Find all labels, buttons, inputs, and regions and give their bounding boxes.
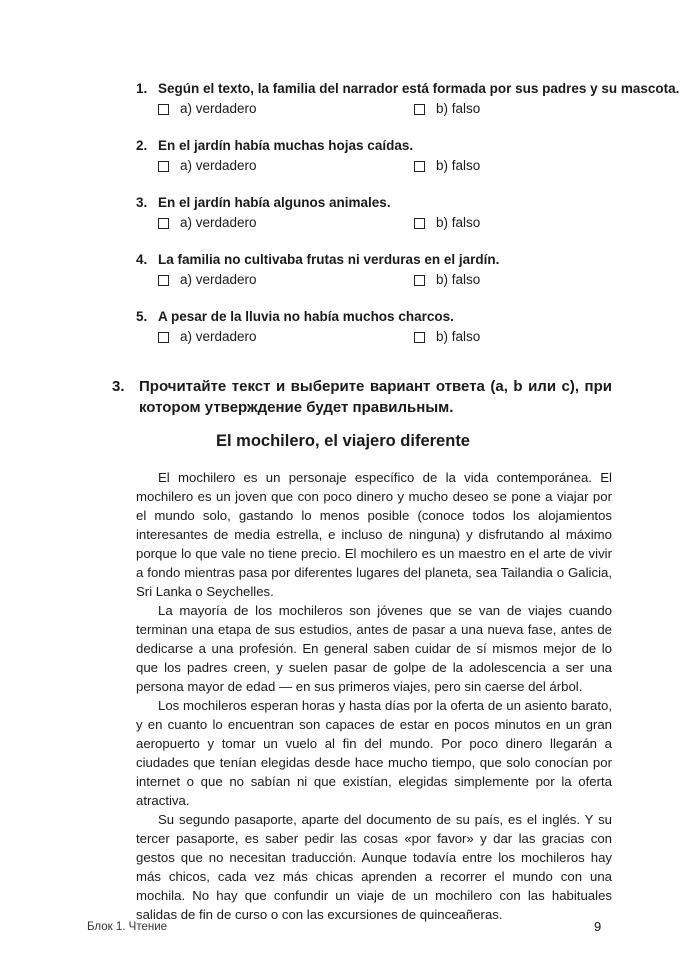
option-label: b) falso bbox=[436, 101, 481, 116]
option-label: a) verdadero bbox=[180, 272, 257, 287]
question-1 bbox=[136, 80, 680, 118]
option-label: a) verdadero bbox=[180, 329, 257, 344]
question-3 bbox=[136, 194, 616, 232]
task-text: Прочитайте текст и выберите вариант ответа (a, b или c), при котором утверждение будет правильным. bbox=[139, 378, 612, 416]
option-true[interactable] bbox=[158, 100, 257, 118]
question-number: 3. bbox=[136, 195, 148, 210]
question-text: Según el texto, la familia del narrador está formada por sus padres y su mascota. bbox=[158, 81, 680, 96]
question-number: 4. bbox=[136, 252, 148, 267]
question-2 bbox=[136, 137, 616, 175]
article-title: El mochilero, el viajero diferente bbox=[215, 432, 470, 450]
article-paragraph: Su segundo pasaporte, aparte del documento de su país, es el inglés. Y su tercer pasaporte, es saber pedir las cosas «por favor» y dar las gracias con gestos que no necesitan traducción. Aunque todavía entre los mochileros hay más chicos, cada vez más chicas aprenden a recorrer el mundo con una mochila. No hay que confundir un viaje de un mochilero con las habituales salidas de fin de curso o con las excursiones de quinceañeras. bbox=[136, 812, 612, 922]
checkbox-icon[interactable] bbox=[414, 332, 425, 343]
question-text: En el jardín había algunos animales. bbox=[158, 195, 391, 210]
article-paragraph: Los mochileros esperan horas y hasta días por la oferta de un asiento barato, y en cuanto lo encuentran son capaces de estar en pocos minutos en un gran aeropuerto y tomar un vuelo al fin del mundo. Por poco dinero llegarán a ciudades que tenían elegidas desde hace mucho tiempo, que solo conocían por internet o que no sabían ni que existían, elegidas simplemente por la oferta atractiva. bbox=[136, 698, 612, 808]
question-number: 5. bbox=[136, 309, 148, 324]
option-false[interactable] bbox=[414, 328, 480, 346]
question-text: La familia no cultivaba frutas ni verduras en el jardín. bbox=[158, 252, 500, 267]
option-label: a) verdadero bbox=[180, 215, 257, 230]
footer-section: Блок 1. Чтение bbox=[87, 921, 168, 933]
checkbox-icon[interactable] bbox=[158, 332, 169, 343]
question-4 bbox=[136, 251, 616, 289]
question-text: En el jardín había muchas hojas caídas. bbox=[158, 138, 414, 153]
checkbox-icon[interactable] bbox=[158, 161, 169, 172]
option-label: a) verdadero bbox=[180, 158, 257, 173]
option-label: a) verdadero bbox=[180, 101, 257, 116]
task-number: 3. bbox=[112, 378, 125, 395]
checkbox-icon[interactable] bbox=[158, 275, 169, 286]
option-label: b) falso bbox=[436, 215, 481, 230]
checkbox-icon[interactable] bbox=[158, 104, 169, 115]
question-text: A pesar de la lluvia no había muchos charcos. bbox=[158, 309, 454, 324]
question-number: 2. bbox=[136, 138, 148, 153]
article-paragraph: El mochilero es un personaje específico de la vida contemporánea. El mochilero es un joven que con poco dinero y mucho deseo se pone a viajar por el mundo solo, gastando lo menos posible (conoce todos los alojamientos interesantes de media estrella, e incluso de ninguna) y disfrutando al máximo porque lo que vale no tiene precio. El mochilero es un maestro en el arte de vivir a fondo mientras pasa por diferentes lugares del planeta, sea Tailandia o Galicia, Sri Lanka o Seychelles. bbox=[136, 470, 612, 599]
checkbox-icon[interactable] bbox=[414, 104, 425, 115]
option-label: b) falso bbox=[436, 329, 481, 344]
option-false[interactable] bbox=[414, 214, 480, 232]
option-label: b) falso bbox=[436, 158, 481, 173]
task-instruction bbox=[112, 376, 612, 418]
checkbox-icon[interactable] bbox=[414, 275, 425, 286]
article-paragraph: La mayoría de los mochileros son jóvenes que se van de viajes cuando terminan una etapa de sus estudios, antes de pasar a una nueva fase, antes de dedicarse a una profesión. En general saben cuidar de sí mismos mejor de lo que los padres creen, y suelen pasar de golpe de la adolescencia a ser una persona mayor de edad — en sus primeros viajes, pero sin caerse del árbol. bbox=[136, 603, 612, 694]
option-false[interactable] bbox=[414, 100, 480, 118]
article-body bbox=[136, 468, 612, 924]
option-true[interactable] bbox=[158, 328, 257, 346]
checkbox-icon[interactable] bbox=[158, 218, 169, 229]
option-false[interactable] bbox=[414, 271, 480, 289]
question-5 bbox=[136, 308, 616, 346]
option-true[interactable] bbox=[158, 214, 257, 232]
option-true[interactable] bbox=[158, 157, 257, 175]
page-number: 9 bbox=[594, 919, 602, 934]
checkbox-icon[interactable] bbox=[414, 218, 425, 229]
option-false[interactable] bbox=[414, 157, 480, 175]
option-true[interactable] bbox=[158, 271, 257, 289]
checkbox-icon[interactable] bbox=[414, 161, 425, 172]
question-number: 1. bbox=[136, 81, 148, 96]
option-label: b) falso bbox=[436, 272, 481, 287]
